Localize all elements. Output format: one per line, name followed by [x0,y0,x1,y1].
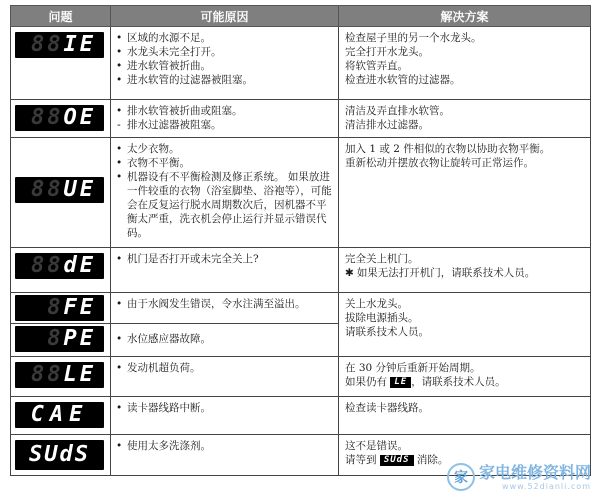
solution-cell [339,397,591,435]
code-cell [11,27,111,100]
cause-cell [111,435,339,476]
solution-line: 关上水龙头。 [345,298,408,310]
list-item: • 水龙头未完全打开。 [127,45,332,59]
solution-cell [339,100,591,138]
header-solution: 解决方案 [339,6,591,27]
solution-line: 清洁排水过滤器。 [345,119,429,131]
solution-line: 检查读卡器线路。 [345,402,429,414]
cause-cell [111,357,339,397]
solution-cell [339,27,591,100]
solution-line: 请等到 SUdS 消除。 [345,454,449,466]
code-cell [11,324,111,357]
table-header-row [11,6,591,27]
watermark-url: www.52dianli.com [502,481,591,491]
solution-cell [339,357,591,397]
solution-cell [339,293,591,357]
list-item: - 排水过滤器被阻塞。 [127,118,332,132]
cause-cell [111,397,339,435]
error-code-display-le: 88LE [15,362,104,388]
cause-cell [111,248,339,293]
solution-line: 完全打开水龙头。 [345,46,429,58]
code-cell [11,397,111,435]
code-cell [11,293,111,324]
solution-line: 拔除电源插头。 [345,312,419,324]
watermark [447,463,591,491]
error-code-table [10,5,591,476]
solution-line: 加入 1 或 2 件相似的衣物以协助衣物平衡。 [345,143,551,155]
code-cell [11,357,111,397]
list-item: • 进水软管被折曲。 [127,59,332,73]
error-code-display-cae: CAE [15,402,104,428]
list-item: • 使用太多洗涤剂。 [127,439,332,453]
list-item: • 区域的水源不足。 [127,31,332,45]
error-code-display-fe: 8FE [15,295,104,321]
table-row [11,138,591,248]
table-row [11,100,591,138]
solution-note: ✱ 如果无法打开机门，请联系技术人员。 [345,267,536,279]
solution-line: 如果仍有 LE ，请联系技术人员。 [345,376,506,388]
watermark-logo-icon: 家 [447,463,475,491]
solution-cell [339,248,591,293]
list-item: • 机器设有不平衡检测及修正系统。 如果放进一件较重的衣物（浴室脚垫、浴袍等），可能会在反复运行脱水周期数次后，因机器不平衡太严重，洗衣机会停止运行并显示错误代码。 [127,170,332,240]
solution-line: 清洁及弄直排水软管。 [345,105,450,117]
code-cell [11,435,111,476]
error-code-display-oe: 88OE [15,105,104,131]
table-row [11,27,591,100]
list-item: • 太少衣物。 [127,142,332,156]
list-item: • 读卡器线路中断。 [127,401,332,415]
list-item: • 水位感应器故障。 [127,332,332,346]
solution-line: 请联系技术人员。 [345,326,429,338]
watermark-text: 家电维修资料网 [478,462,591,482]
cause-cell [111,138,339,248]
error-code-display-pe: 8PE [15,326,104,352]
table-row [11,397,591,435]
table-row [11,248,591,293]
list-item: • 机门是否打开或未完全关上? [127,252,332,266]
solution-line: 完全关上机门。 [345,253,419,265]
error-code-display-ie: 88IE [15,32,104,58]
solution-line: 检查屋子里的另一个水龙头。 [345,32,482,44]
solution-line: 在 30 分钟后重新开始周期。 [345,362,481,374]
asterisk-icon: ✱ [345,267,354,279]
table-row [11,293,591,324]
code-cell [11,248,111,293]
header-problem: 问题 [11,6,111,27]
inline-error-code: LE [390,377,411,388]
cause-cell [111,100,339,138]
solution-cell [339,138,591,248]
list-item: • 发动机超负荷。 [127,361,332,375]
cause-cell [111,324,339,357]
code-cell [11,138,111,248]
table-row [11,357,591,397]
list-item: • 由于水阀发生错误，令水注满至溢出。 [127,297,332,311]
solution-line: 重新松动并摆放衣物让旋转可正常运作。 [345,157,534,169]
error-code-display-suds: SUdS [15,440,104,470]
list-item: • 排水软管被折曲或阻塞。 [127,104,332,118]
error-code-display-de: 88dE [15,253,104,279]
cause-cell [111,27,339,100]
code-cell [11,100,111,138]
solution-line: 检查进水软管的过滤器。 [345,74,461,86]
solution-line: 这不是错误。 [345,440,408,452]
solution-line: 将软管弄直。 [345,60,408,72]
list-item: • 进水软管的过滤器被阻塞。 [127,73,332,87]
inline-error-code: SUdS [380,455,414,466]
cause-cell [111,293,339,324]
list-item: • 衣物不平衡。 [127,156,332,170]
header-cause: 可能原因 [111,6,339,27]
error-code-display-ue: 88UE [15,177,104,203]
